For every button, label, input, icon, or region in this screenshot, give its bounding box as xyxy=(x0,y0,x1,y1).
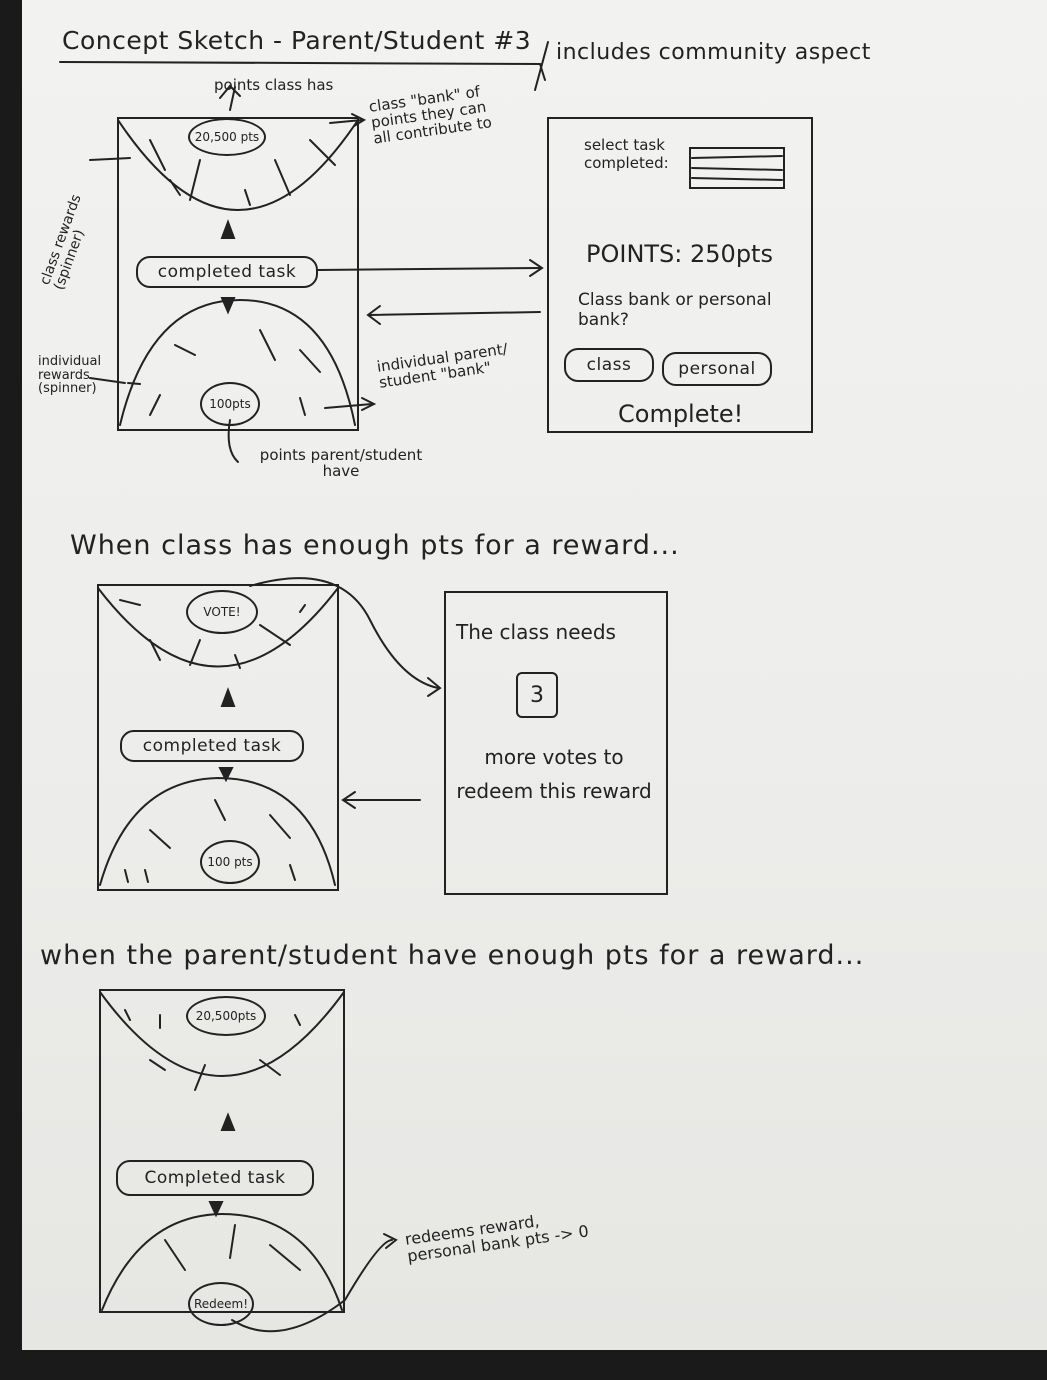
note-points-class-has: points class has xyxy=(214,76,334,94)
class-needs-label: The class needs xyxy=(456,620,616,644)
task-dropdown[interactable] xyxy=(690,148,784,188)
points-value: POINTS: 250pts xyxy=(586,240,773,268)
redeem-button[interactable]: Redeem! xyxy=(188,1282,254,1326)
votes-needed-count: 3 xyxy=(516,672,558,718)
section2-heading: When class has enough pts for a reward... xyxy=(70,530,680,561)
class-points-bubble: 20,500 pts xyxy=(188,118,266,156)
vote-button[interactable]: VOTE! xyxy=(186,590,258,634)
note-individual-rewards: individual rewards (spinner) xyxy=(38,354,102,397)
personal-bank-button[interactable]: personal xyxy=(662,352,772,386)
note-individual-bank: individual parent/ student "bank" xyxy=(375,339,509,392)
note-class-bank: class "bank" of points they can all contribute to xyxy=(367,82,493,148)
note-points-parent: points parent/student have xyxy=(259,446,423,480)
class-points-bubble-3: 20,500pts xyxy=(186,996,266,1036)
more-votes-label: more votes to redeem this reward xyxy=(456,745,652,803)
completed-task-button-2[interactable]: completed task xyxy=(120,730,304,762)
section3-heading: when the parent/student have enough pts for a reward... xyxy=(40,940,865,971)
complete-button[interactable]: Complete! xyxy=(618,400,744,428)
individual-points-bubble-2: 100 pts xyxy=(200,840,260,884)
note-class-rewards: class rewards (spinner) xyxy=(37,192,88,293)
page-subtitle: includes community aspect xyxy=(556,40,871,65)
completed-task-button[interactable]: completed task xyxy=(136,256,318,288)
page-title: Concept Sketch - Parent/Student #3 xyxy=(62,26,532,55)
individual-points-bubble: 100pts xyxy=(200,382,260,426)
note-redeem: redeems reward, personal bank pts -> 0 xyxy=(403,1211,590,1266)
bank-question: Class bank or personal bank? xyxy=(578,290,772,330)
completed-task-button-3[interactable]: Completed task xyxy=(116,1160,314,1196)
class-bank-button[interactable]: class xyxy=(564,348,654,382)
select-task-label: select task completed: xyxy=(584,136,669,172)
